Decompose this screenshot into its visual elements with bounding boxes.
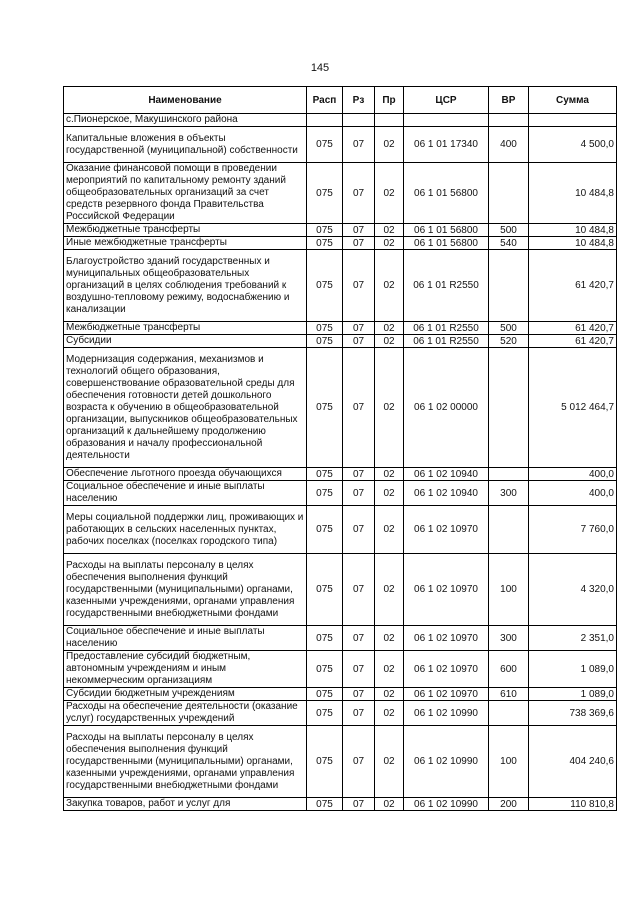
row-rasp: 075 [307, 726, 343, 798]
row-vr [489, 114, 529, 127]
row-vr: 600 [489, 651, 529, 688]
row-sum: 7 760,0 [529, 506, 617, 554]
row-rasp: 075 [307, 224, 343, 237]
row-sum: 10 484,8 [529, 237, 617, 250]
header-rasp: Расп [307, 87, 343, 114]
row-name: Иные межбюджетные трансферты [64, 237, 307, 250]
table-row [64, 348, 617, 468]
table-row [64, 701, 617, 726]
row-pr: 02 [375, 163, 404, 224]
row-name: Закупка товаров, работ и услуг для [64, 798, 307, 811]
row-name: с.Пионерское, Макушинского района [64, 114, 307, 127]
row-rz: 07 [343, 688, 375, 701]
row-rz: 07 [343, 237, 375, 250]
row-rasp: 075 [307, 688, 343, 701]
row-rasp: 075 [307, 626, 343, 651]
table-row [64, 250, 617, 322]
budget-table [63, 86, 617, 811]
table-row [64, 726, 617, 798]
row-pr: 02 [375, 348, 404, 468]
row-vr: 500 [489, 224, 529, 237]
row-pr: 02 [375, 322, 404, 335]
page-number: 145 [310, 62, 330, 74]
row-rasp: 075 [307, 554, 343, 626]
row-sum: 110 810,8 [529, 798, 617, 811]
row-rz: 07 [343, 468, 375, 481]
row-rasp: 075 [307, 250, 343, 322]
row-sum: 400,0 [529, 468, 617, 481]
row-vr: 520 [489, 335, 529, 348]
row-vr [489, 468, 529, 481]
row-rz: 07 [343, 554, 375, 626]
row-csr: 06 1 01 56800 [404, 163, 489, 224]
row-sum: 61 420,7 [529, 322, 617, 335]
row-csr: 06 1 02 10970 [404, 688, 489, 701]
table-row [64, 626, 617, 651]
row-csr: 06 1 02 10940 [404, 481, 489, 506]
row-pr: 02 [375, 726, 404, 798]
row-pr: 02 [375, 468, 404, 481]
row-sum: 738 369,6 [529, 701, 617, 726]
table-row [64, 651, 617, 688]
row-pr: 02 [375, 626, 404, 651]
row-sum: 4 500,0 [529, 127, 617, 163]
row-vr [489, 163, 529, 224]
row-csr: 06 1 01 R2550 [404, 322, 489, 335]
row-name: Обеспечение льготного проезда обучающихся [64, 468, 307, 481]
row-name: Межбюджетные трансферты [64, 322, 307, 335]
row-name: Субсидии [64, 335, 307, 348]
row-csr: 06 1 01 R2550 [404, 250, 489, 322]
row-rasp: 075 [307, 237, 343, 250]
row-pr: 02 [375, 554, 404, 626]
table-row [64, 506, 617, 554]
row-rasp: 075 [307, 481, 343, 506]
row-vr [489, 701, 529, 726]
row-rz: 07 [343, 798, 375, 811]
row-sum [529, 114, 617, 127]
row-rasp [307, 114, 343, 127]
row-name: Оказание финансовой помощи в проведении мероприятий по капитальному ремонту зданий общеобразовательных организаций за счет средств резервного фонда Правительства Российской Федерации [64, 163, 307, 224]
row-rz: 07 [343, 335, 375, 348]
row-csr [404, 114, 489, 127]
table-row [64, 224, 617, 237]
row-rasp: 075 [307, 506, 343, 554]
table-body [64, 114, 617, 811]
row-csr: 06 1 02 10970 [404, 506, 489, 554]
header-vr: ВР [489, 87, 529, 114]
row-vr: 540 [489, 237, 529, 250]
row-rz [343, 114, 375, 127]
row-rasp: 075 [307, 701, 343, 726]
row-rz: 07 [343, 506, 375, 554]
row-sum: 2 351,0 [529, 626, 617, 651]
row-pr: 02 [375, 224, 404, 237]
row-sum: 4 320,0 [529, 554, 617, 626]
row-csr: 06 1 02 10970 [404, 554, 489, 626]
row-vr: 400 [489, 127, 529, 163]
table-row [64, 163, 617, 224]
row-name: Субсидии бюджетным учреждениям [64, 688, 307, 701]
row-rz: 07 [343, 163, 375, 224]
row-pr: 02 [375, 335, 404, 348]
row-name: Расходы на выплаты персоналу в целях обеспечения выполнения функций государственными (муниципальными) органами, казенными учреждениями, органами управления государственными внебюджетными фондами [64, 726, 307, 798]
row-name: Расходы на выплаты персоналу в целях обеспечения выполнения функций государственными (муниципальными) органами, казенными учреждениями, органами управления государственными внебюджетными фондами [64, 554, 307, 626]
row-csr: 06 1 02 10990 [404, 798, 489, 811]
row-sum: 1 089,0 [529, 651, 617, 688]
row-rz: 07 [343, 726, 375, 798]
table-header-row [64, 87, 617, 114]
row-csr: 06 1 02 10990 [404, 701, 489, 726]
row-sum: 400,0 [529, 481, 617, 506]
row-sum: 5 012 464,7 [529, 348, 617, 468]
row-vr [489, 348, 529, 468]
row-rz: 07 [343, 626, 375, 651]
row-sum: 10 484,8 [529, 224, 617, 237]
row-csr: 06 1 01 56800 [404, 224, 489, 237]
table-row [64, 322, 617, 335]
row-name: Социальное обеспечение и иные выплаты населению [64, 626, 307, 651]
table-row [64, 237, 617, 250]
row-rasp: 075 [307, 468, 343, 481]
row-pr: 02 [375, 688, 404, 701]
row-vr: 300 [489, 481, 529, 506]
row-rz: 07 [343, 701, 375, 726]
row-sum: 61 420,7 [529, 335, 617, 348]
row-name: Социальное обеспечение и иные выплаты населению [64, 481, 307, 506]
row-rz: 07 [343, 250, 375, 322]
row-rasp: 075 [307, 127, 343, 163]
row-sum: 1 089,0 [529, 688, 617, 701]
row-csr: 06 1 02 10970 [404, 651, 489, 688]
header-sum: Сумма [529, 87, 617, 114]
row-rasp: 075 [307, 651, 343, 688]
row-name: Расходы на обеспечение деятельности (оказание услуг) государственных учреждений [64, 701, 307, 726]
row-pr: 02 [375, 237, 404, 250]
row-rz: 07 [343, 481, 375, 506]
row-csr: 06 1 02 10990 [404, 726, 489, 798]
row-pr: 02 [375, 127, 404, 163]
row-rz: 07 [343, 348, 375, 468]
table-row [64, 335, 617, 348]
header-rz: Рз [343, 87, 375, 114]
row-pr: 02 [375, 250, 404, 322]
table-row [64, 798, 617, 811]
row-pr: 02 [375, 481, 404, 506]
row-name: Благоустройство зданий государственных и муниципальных общеобразовательных организаций в целях соблюдения требований к воздушно-тепловому режиму, водоснабжению и канализации [64, 250, 307, 322]
row-csr: 06 1 02 00000 [404, 348, 489, 468]
table-row [64, 114, 617, 127]
header-name: Наименование [64, 87, 307, 114]
row-vr: 500 [489, 322, 529, 335]
row-vr: 100 [489, 726, 529, 798]
row-rasp: 075 [307, 163, 343, 224]
table-row [64, 688, 617, 701]
row-vr [489, 506, 529, 554]
row-pr: 02 [375, 506, 404, 554]
row-rz: 07 [343, 322, 375, 335]
row-csr: 06 1 01 R2550 [404, 335, 489, 348]
row-rz: 07 [343, 127, 375, 163]
row-rasp: 075 [307, 348, 343, 468]
row-pr [375, 114, 404, 127]
row-name: Межбюджетные трансферты [64, 224, 307, 237]
row-rz: 07 [343, 651, 375, 688]
row-csr: 06 1 02 10970 [404, 626, 489, 651]
table-row [64, 481, 617, 506]
row-vr [489, 250, 529, 322]
row-sum: 404 240,6 [529, 726, 617, 798]
row-name: Модернизация содержания, механизмов и технологий общего образования, совершенствование образовательной среды для обеспечения готовности детей дошкольного возраста к обучению в общеобразовательной организации, выпускников общеобразовательных организаций к дальнейшему продолжению образования и началу профессиональной деятельности [64, 348, 307, 468]
row-name: Меры социальной поддержки лиц, проживающих и работающих в сельских населенных пунктах, рабочих поселках (поселках городского типа) [64, 506, 307, 554]
row-csr: 06 1 01 56800 [404, 237, 489, 250]
table-row [64, 468, 617, 481]
row-csr: 06 1 01 17340 [404, 127, 489, 163]
header-csr: ЦСР [404, 87, 489, 114]
row-vr: 300 [489, 626, 529, 651]
row-name: Предоставление субсидий бюджетным, автономным учреждениям и иным некоммерческим организациям [64, 651, 307, 688]
table-row [64, 554, 617, 626]
row-rasp: 075 [307, 335, 343, 348]
row-pr: 02 [375, 798, 404, 811]
row-vr: 200 [489, 798, 529, 811]
table-row [64, 127, 617, 163]
row-csr: 06 1 02 10940 [404, 468, 489, 481]
row-vr: 100 [489, 554, 529, 626]
row-rasp: 075 [307, 798, 343, 811]
row-name: Капитальные вложения в объекты государственной (муниципальной) собственности [64, 127, 307, 163]
row-pr: 02 [375, 701, 404, 726]
row-sum: 10 484,8 [529, 163, 617, 224]
row-rasp: 075 [307, 322, 343, 335]
row-pr: 02 [375, 651, 404, 688]
header-pr: Пр [375, 87, 404, 114]
row-rz: 07 [343, 224, 375, 237]
row-vr: 610 [489, 688, 529, 701]
row-sum: 61 420,7 [529, 250, 617, 322]
